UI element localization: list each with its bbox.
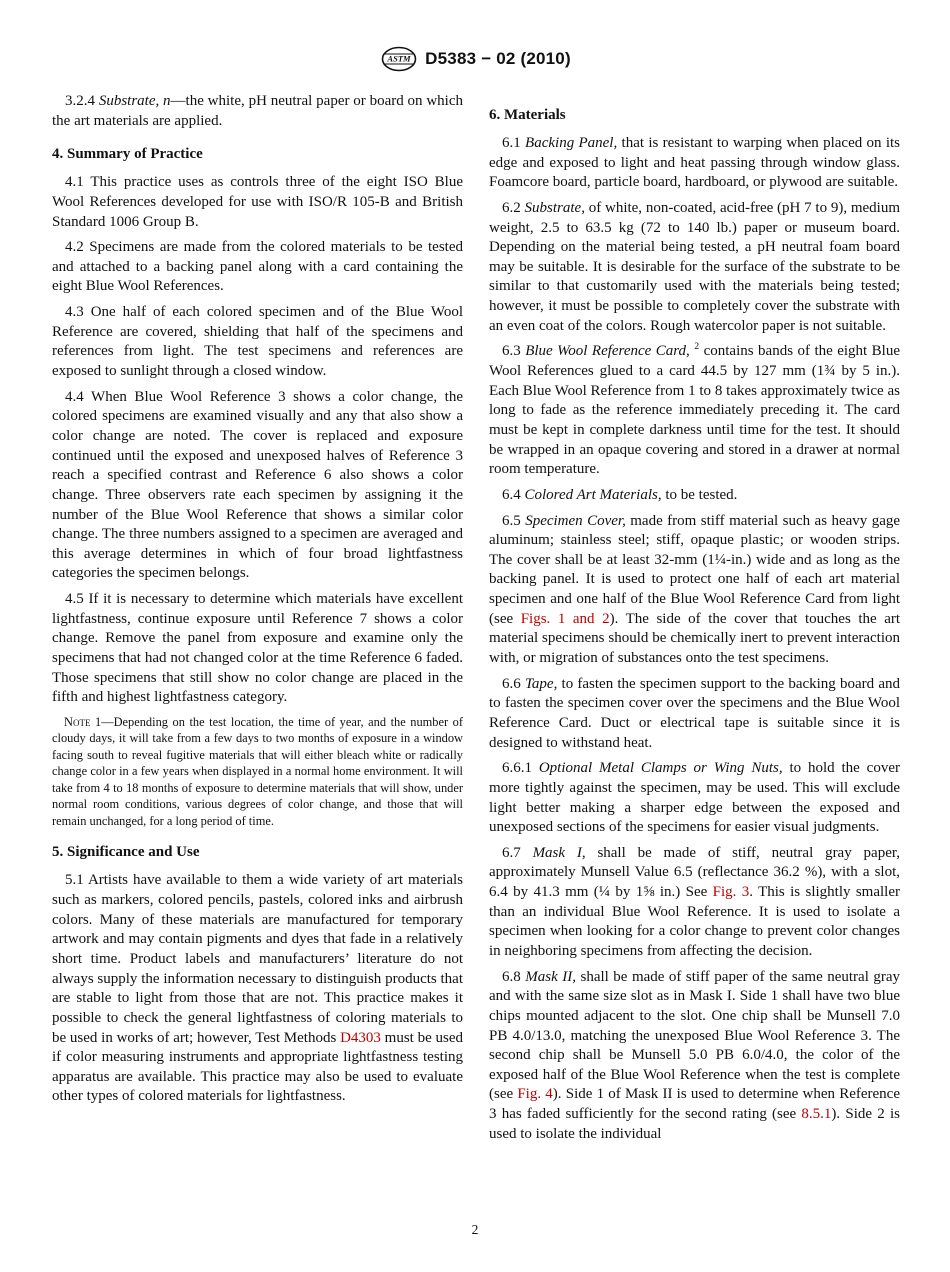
text-run: 4.1 This practice uses as controls three of the eight ISO Blue Wool References developed for use with ISO/R 105-B and British Standard 1006 Group B. bbox=[52, 174, 463, 230]
body-paragraph bbox=[52, 871, 463, 1107]
text-run: 6.1 bbox=[502, 135, 526, 151]
text-run: Mask I, bbox=[532, 844, 586, 861]
text-run: 6.8 bbox=[502, 968, 526, 985]
body-paragraph bbox=[489, 134, 900, 193]
document-number: D5383 − 02 (2010) bbox=[425, 49, 571, 68]
body-paragraph bbox=[52, 303, 463, 382]
note-paragraph bbox=[52, 714, 463, 830]
text-run: ). Side 1 of Mask II is used to determine when Reference 3 has faded sufficiently for the second rating (see bbox=[489, 1086, 900, 1123]
text-run: ). Side 2 is used to isolate the individual bbox=[489, 1106, 900, 1142]
section-heading: 6. Materials bbox=[489, 107, 566, 123]
text-run: to be tested. bbox=[661, 486, 738, 503]
text-run: 3.2.4 bbox=[65, 93, 99, 109]
right-column bbox=[489, 92, 900, 1150]
text-run: shall be made of stiff, neutral gray paper, approximately Munsell Value 6.5 (reflectance 36.2 %), with a slot, 6.4 by 41.3 mm (¼ by 1⅝ in.) See bbox=[489, 844, 900, 901]
text-run: ). The side of the cover that touches the art material specimens should be chemically inert to prevent interaction with, or migration of substances onto the test specimens. bbox=[489, 610, 901, 667]
body-paragraph bbox=[489, 675, 900, 754]
page-number: 2 bbox=[471, 1222, 479, 1237]
body-paragraph bbox=[489, 844, 900, 962]
text-run: 6.2 bbox=[502, 199, 525, 216]
text-run: Substrate, n bbox=[98, 93, 171, 109]
body-paragraph bbox=[489, 759, 900, 838]
text-run: 6.7 bbox=[502, 844, 533, 861]
body-paragraph bbox=[489, 512, 900, 669]
text-run: Substrate, bbox=[524, 199, 585, 216]
left-column bbox=[52, 92, 463, 1150]
text-run: . This is slightly smaller than an individual Blue Wool Reference. It is used to isolate a specimen when looking for a color change to prevent color changes in neighboring specimens from affecting the decision. bbox=[489, 884, 900, 959]
text-run: made from stiff material such as heavy gage aluminum; stainless steel; stiff, opaque plastic; or wooden strips. The cover shall be at least 32-mm (1¼-in.) wide and as long as the backing panel. It is used to protect one half of each art material specimen and one half of the Blue Wool Reference Card from light (see bbox=[489, 512, 901, 627]
text-run: to hold the cover more tightly against the specimen, may be used. This will exclude light better making a sharper edge between the exposed and unexposed sections of the specimens for easier visual judgments. bbox=[489, 760, 900, 836]
text-run: Blue Wool Reference Card, bbox=[525, 343, 690, 360]
cross-reference-link[interactable]: Figs. 1 and 2 bbox=[520, 610, 610, 627]
text-run: Note 1 bbox=[64, 714, 102, 729]
footnote-marker: 2 bbox=[694, 341, 700, 353]
body-paragraph bbox=[52, 92, 463, 131]
text-run: 4.3 One half of each colored specimen and of the Blue Wool Reference are covered, shielding that half of the specimens and references from light. The test specimens and references are exposed to sunlight through a closed window. bbox=[52, 304, 463, 380]
text-run: 6.6.1 bbox=[502, 760, 539, 777]
page-header bbox=[52, 46, 900, 72]
body-paragraph bbox=[489, 199, 900, 336]
body-paragraph bbox=[52, 238, 463, 297]
text-run: of white, non-coated, acid-free (pH 7 to 9), medium weight, 2.5 to 63.5 kg (72 to 140 lb.) paper or museum board. Depending on the material being tested, a pH neutral foam board may be suitable. It is desirable for the surface of the substrate to be similar to that customarily used with the materials being tested; however, it must be possible to completely cover the substrate with an even coat of the colors. Rough watercolor paper is not suitable. bbox=[489, 199, 901, 334]
text-run: —Depending on the test location, the time of year, and the number of cloudy days, it will take from a few days to two months of exposure in a window facing south to reveal fugitive materials that will either bleach white or radically change color in a few years when displayed in a normal home environment. It will take from 4 to 18 months of exposure to determine materials that will show, under normal room conditions, various degrees of color change, and those that will remain unchanged, for a long period of time. bbox=[52, 714, 463, 828]
cross-reference-link[interactable]: Fig. 3 bbox=[712, 884, 750, 901]
body-paragraph bbox=[52, 388, 463, 584]
two-column-body bbox=[52, 92, 900, 1150]
text-run: contains bands of the eight Blue Wool References glued to a card 44.5 by 127 mm (1¾ by 5 in.). Each Blue Wool Reference from 1 to 8 takes approximately twice as long to fade as the reference immediately preceding it. The card must be kept in complete darkness until time for the test. It should be wrapped in an opaque covering and stored in a drawer at normal room temperature. bbox=[489, 343, 901, 478]
page-footer bbox=[0, 1222, 950, 1238]
text-run: 6.6 bbox=[502, 675, 525, 692]
text-run: 6.4 bbox=[502, 486, 525, 503]
cross-reference-link[interactable]: D4303 bbox=[340, 1029, 381, 1046]
astm-logo-icon bbox=[381, 46, 417, 72]
text-run: to fasten the specimen support to the backing board and to fasten the specimen cover over the specimens and the Blue Wool Reference Card. Duct or electrical tape is suitable since it is designed to withstand heat. bbox=[489, 675, 900, 751]
text-run: shall be made of stiff paper of the same neutral gray and with the same size slot as in Mask I. Side 1 shall have two blue chips mounted adjacent to the slot. One chip shall be Munsell 7.0 PB 4.0/13.0, matching the unexposed Blue Wool Reference 3. The second chip shall be Munsell 5.0 PB 6.0/4.0, the color of the exposed half of the Blue Wool Reference when the test is complete (see bbox=[489, 968, 901, 1103]
text-run: 4.4 When Blue Wool Reference 3 shows a color change, the colored specimens are examined visually and any that also show a color change are noted. The cover is replaced and exposure continued until the exposed and unexposed halves of Reference 3 reach a specified contrast and Reference 6 also shows a color change. Three observers rate each specimen by assigning it the number of the Blue Wool Reference that shows a similar color change. The three numbers assigned to a specimen are averaged and this average determines in which of four broad lightfastness categories the specimen belongs. bbox=[52, 388, 463, 582]
section-heading: 4. Summary of Practice bbox=[52, 146, 203, 163]
text-run: that is resistant to warping when placed on its edge and exposed to light and heat passing through window glass. Foamcore board, particle board, hardboard, or plywood are suitable. bbox=[489, 135, 901, 191]
text-run: Specimen Cover, bbox=[525, 512, 626, 529]
body-paragraph bbox=[489, 342, 900, 479]
text-run: Colored Art Materials, bbox=[524, 486, 662, 503]
text-run: 6.5 bbox=[502, 512, 526, 529]
body-paragraph bbox=[52, 173, 463, 232]
cross-reference-link[interactable]: 8.5.1 bbox=[801, 1106, 832, 1123]
text-run: 5.1 Artists have available to them a wide variety of art materials such as markers, colored pencils, pastels, colored inks and airbrush colors. Many of these materials are manufactured for temporary artwork and may contain pigments and dyes that fade in a relatively short time. Product labels and manufacturers’ literature do not always supply the information necessary to distinguish products that are stable to light from those that are not. This practice makes it possible to check the general lightfastness of coloring materials to be used in works of art; however, Test Methods bbox=[52, 872, 463, 1046]
text-run: Mask II, bbox=[525, 968, 576, 985]
text-run: 6.3 bbox=[502, 343, 526, 360]
text-run: Optional Metal Clamps or Wing Nuts, bbox=[538, 760, 783, 777]
cross-reference-link[interactable]: Fig. 4 bbox=[517, 1086, 553, 1103]
text-run: Tape, bbox=[524, 675, 558, 692]
body-paragraph bbox=[489, 968, 900, 1145]
text-run: Backing Panel, bbox=[525, 135, 618, 151]
body-paragraph bbox=[489, 486, 900, 506]
text-run: 4.5 If it is necessary to determine which materials have excellent lightfastness, continue exposure until Reference 7 shows a color change. Remove the panel from exposure and examine only the specimens that had not changed color at the time Reference 6 faded. Those specimens that still show no color change are placed in the fifth and highest lightfastness category. bbox=[52, 591, 463, 706]
section-heading: 5. Significance and Use bbox=[52, 844, 200, 861]
text-run: —the white, pH neutral paper or board on which the art materials are applied. bbox=[52, 93, 464, 129]
text-run: must be used if color measuring instruments and appropriate lightfastness testing apparatus are available. This practice may also be used to evaluate other types of colored materials for lightfastness. bbox=[52, 1029, 463, 1105]
body-paragraph bbox=[52, 590, 463, 708]
text-run: 4.2 Specimens are made from the colored materials to be tested and attached to a backing panel along with a card containing the eight Blue Wool References. bbox=[52, 239, 463, 295]
svg-text:ASTM: ASTM bbox=[387, 53, 411, 64]
